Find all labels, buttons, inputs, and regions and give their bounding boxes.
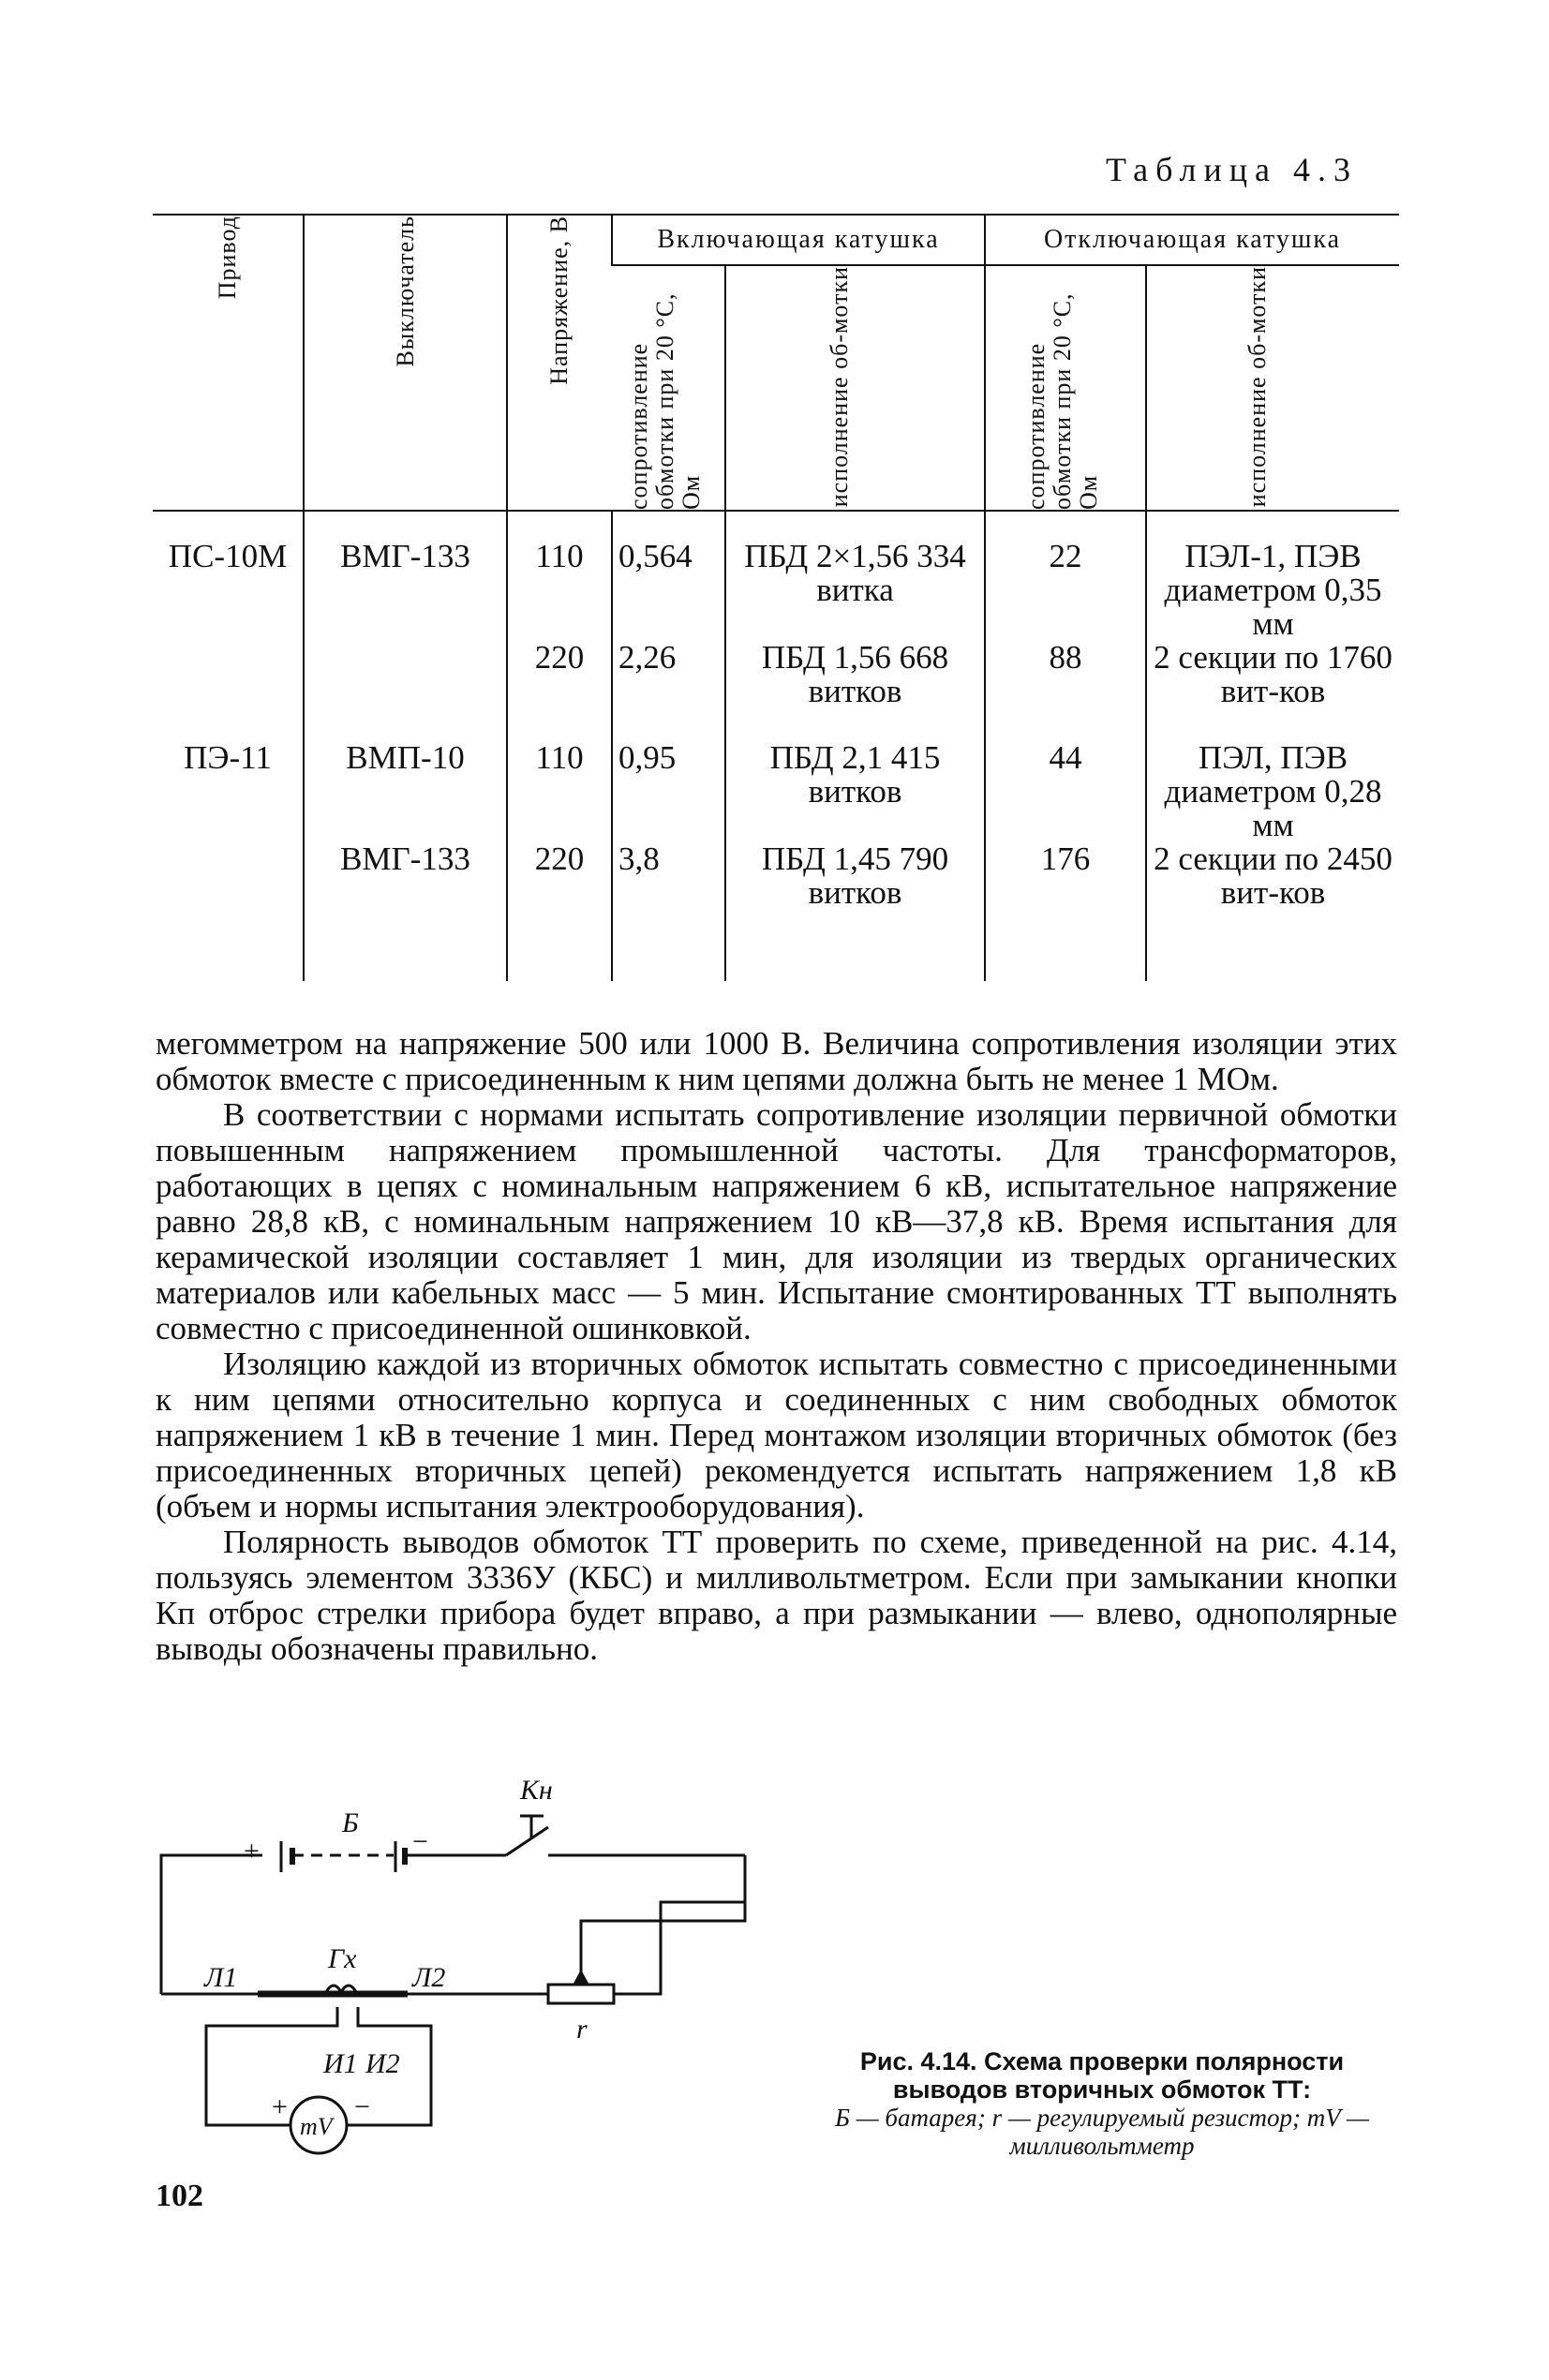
paragraph: мегомметром на напряжение 500 или 1000 В. Величина сопротивления изоляции этих обмоток вместе с присоединенным к ним цепями должна быть не менее 1 МОм. bbox=[156, 1025, 1397, 1097]
svg-text:Л1: Л1 bbox=[204, 1962, 238, 1993]
resistor bbox=[548, 1985, 614, 2003]
header-vykl: Выключатель bbox=[304, 215, 507, 511]
svg-text:Б: Б bbox=[342, 1807, 359, 1838]
svg-text:Кн: Кн bbox=[520, 1775, 553, 1806]
figure-caption bbox=[806, 2047, 1398, 2160]
header-soprot-on: сопротивление обмотки при 20 °С, Ом bbox=[612, 265, 725, 511]
figure-caption-title: Рис. 4.14. Схема проверки полярности выводов вторичных обмоток ТТ: bbox=[859, 2047, 1345, 2104]
paragraph: В соответствии с нормами испытать сопротивление изоляции первичной обмотки повышенным напряжением промышленной частоты. Для трансформаторов, работающих в цепях с номинальным напряжением 6 кВ, испытательное напряжение равно 28,8 кВ, с номинальным напряжением 10 кВ—37,8 кВ. Время испытания для керамической изоляции составляет 1 мин, для изоляции из твердых органических материалов или кабельных масс — 5 мин. Испытание смонтированных ТТ выполнять совместно с присоединенной ошинковкой. bbox=[156, 1096, 1397, 1346]
resistor-slider bbox=[574, 1972, 588, 1985]
table-row: ПС-10М ВМГ-133 110 0,564 ПБД 2×1,56 334 витка 22 ПЭЛ-1, ПЭВ диаметром 0,35 мм bbox=[153, 511, 1399, 641]
table-caption: Таблица 4.3 bbox=[1106, 151, 1358, 188]
svg-text:И2: И2 bbox=[365, 2048, 400, 2079]
header-soprot-off: сопротивление обмотки при 20 °С, Ом bbox=[985, 265, 1146, 511]
header-group-off: Отключающая катушка bbox=[985, 215, 1399, 265]
wire-resistor-right bbox=[614, 1902, 745, 1994]
body-text bbox=[156, 1026, 1397, 1667]
header-privod: Привод bbox=[153, 215, 304, 511]
svg-text:И1: И1 bbox=[323, 2048, 358, 2079]
table-row: ВМГ-133 220 3,8 ПБД 1,45 790 витков 176 2 секции по 2450 вит-ков bbox=[153, 842, 1399, 981]
svg-text:Гх: Гх bbox=[328, 1943, 357, 1974]
header-ispoln-on: исполнение об-мотки bbox=[725, 265, 985, 511]
wire-right bbox=[581, 1855, 745, 1972]
svg-text:Л2: Л2 bbox=[412, 1962, 446, 1993]
table-row: ПЭ-11 ВМП-10 110 0,95 ПБД 2,1 415 витков 44 ПЭЛ, ПЭВ диаметром 0,28 мм bbox=[153, 741, 1399, 842]
push-button-contact bbox=[506, 1827, 548, 1855]
table-row: 220 2,26 ПБД 1,56 668 витков 88 2 секции по 1760 вит-ков bbox=[153, 641, 1399, 741]
svg-text:+: + bbox=[244, 1836, 260, 1867]
figure-caption-legend: Б — батарея; r — регулируемый резистор; mV — милливольтметр bbox=[834, 2104, 1370, 2160]
paragraph: Полярность выводов обмоток ТТ проверить по схеме, приведенной на рис. 4.14, пользуясь элементом 3336У (КБС) и милливольтметром. Если при замыкании кнопки Кп отброс стрелки прибора будет вправо, а при размыкании — влево, однополярные выводы обозначены правильно. bbox=[156, 1524, 1397, 1667]
coil-data-table bbox=[153, 214, 1399, 981]
page-number: 102 bbox=[156, 2179, 203, 2213]
paragraph: Изоляцию каждой из вторичных обмоток испытать совместно с присоединенными к ним цепями относительно корпуса и соединенных с ним свободных обмоток напряжением 1 кВ в течение 1 мин. Перед монтажом изоляции вторичных обмоток (без присоединенных вторичных цепей) рекомендуется испытать напряжением 1,8 кВ (объем и нормы испытания электрооборудования). bbox=[156, 1346, 1397, 1525]
svg-text:+: + bbox=[272, 2091, 288, 2122]
header-ispoln-off: исполнение об-мотки bbox=[1146, 265, 1399, 511]
header-group-on: Включающая катушка bbox=[612, 215, 985, 265]
svg-text:−: − bbox=[354, 2091, 370, 2122]
svg-text:mV: mV bbox=[300, 2113, 333, 2140]
polarity-check-schematic bbox=[150, 1762, 806, 2193]
header-napr: Напряжение, В bbox=[507, 215, 612, 511]
svg-text:r: r bbox=[576, 2014, 588, 2045]
svg-text:−: − bbox=[412, 1826, 428, 1857]
wire-left-top bbox=[161, 1855, 262, 1958]
